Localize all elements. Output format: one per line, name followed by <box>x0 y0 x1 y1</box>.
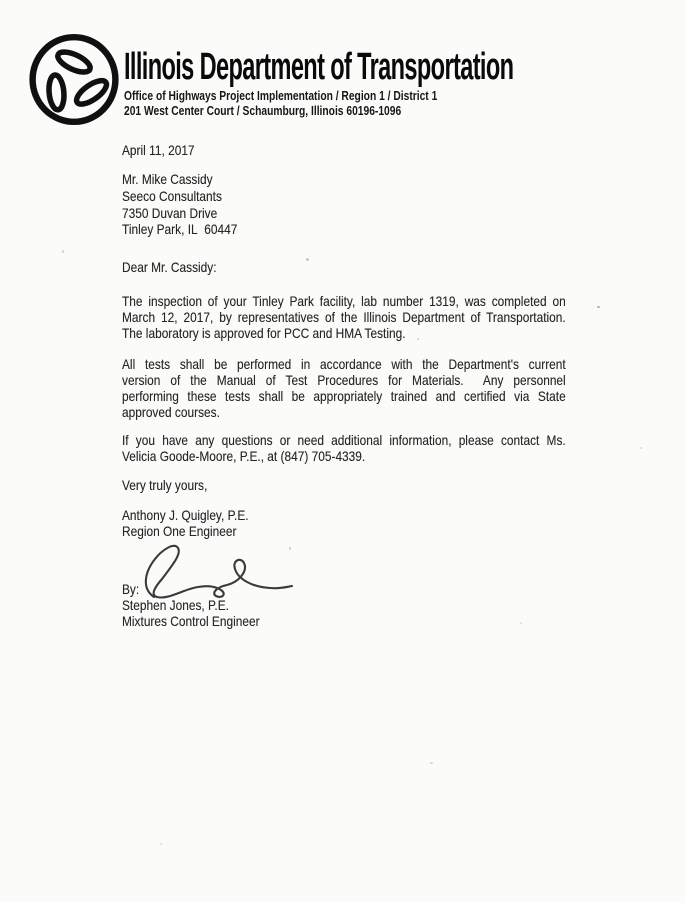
recipient-address-block <box>122 171 566 238</box>
recipient-city-state-zip: Tinley Park, IL 60447 <box>122 221 238 238</box>
paragraph-line: performing these tests shall be appropriately trained and certified via State <box>122 388 566 404</box>
paragraph-line: The inspection of your Tinley Park facility, lab number 1319, was completed on <box>122 293 566 309</box>
recipient-company: Seeco Consultants <box>122 187 222 204</box>
scan-speck <box>417 338 419 340</box>
signer-name: Stephen Jones, P.E. <box>122 597 229 613</box>
scan-speck <box>640 447 642 449</box>
signature <box>124 539 296 603</box>
paragraph-line: Velicia Goode-Moore, P.E., at (847) 705-4339. <box>122 448 366 464</box>
letter-body <box>122 0 566 903</box>
recipient-street: 7350 Duvan Drive <box>122 204 218 221</box>
address-line: 201 West Center Court / Schaumburg, Illinois 60196-1096 <box>124 103 402 118</box>
recipient-name: Mr. Mike Cassidy <box>122 171 213 187</box>
paragraph-line: The laboratory is approved for PCC and HMA Testing. <box>122 325 406 341</box>
paragraph-line: approved courses. <box>122 404 220 420</box>
scan-speck <box>62 250 64 253</box>
signer-title: Mixtures Control Engineer <box>122 613 260 629</box>
scan-speck <box>289 547 291 550</box>
letter-date: April 11, 2017 <box>122 142 195 158</box>
scan-speck <box>430 762 433 764</box>
paragraph-line: version of the Manual of Test Procedures for Materials. Any personnel <box>122 372 566 388</box>
paragraph-test-requirements <box>122 356 566 420</box>
authority-block <box>122 507 566 539</box>
agency-name: Illinois Department of Transportation <box>124 46 514 88</box>
scan-speck <box>160 843 162 845</box>
by-label: By: <box>122 581 140 597</box>
scan-speck <box>306 258 309 261</box>
scan-speck <box>597 306 600 308</box>
paragraph-line: March 12, 2017, by representatives of the Illinois Department of Transportation. <box>122 309 566 325</box>
idot-logo-icon <box>28 32 120 127</box>
scan-speck <box>520 622 522 624</box>
closing-phrase: Very truly yours, <box>122 477 208 493</box>
authority-name: Anthony J. Quigley, P.E. <box>122 507 249 523</box>
paragraph-contact <box>122 432 566 464</box>
office-line: Office of Highways Project Implementation / Region 1 / District 1 <box>124 88 438 103</box>
salutation: Dear Mr. Cassidy: <box>122 259 217 275</box>
paragraph-line: All tests shall be performed in accordance with the Department's current <box>122 356 566 372</box>
paragraph-line: If you have any questions or need additional information, please contact Ms. <box>122 432 566 448</box>
authority-title: Region One Engineer <box>122 523 237 539</box>
paragraph-inspection <box>122 293 566 341</box>
